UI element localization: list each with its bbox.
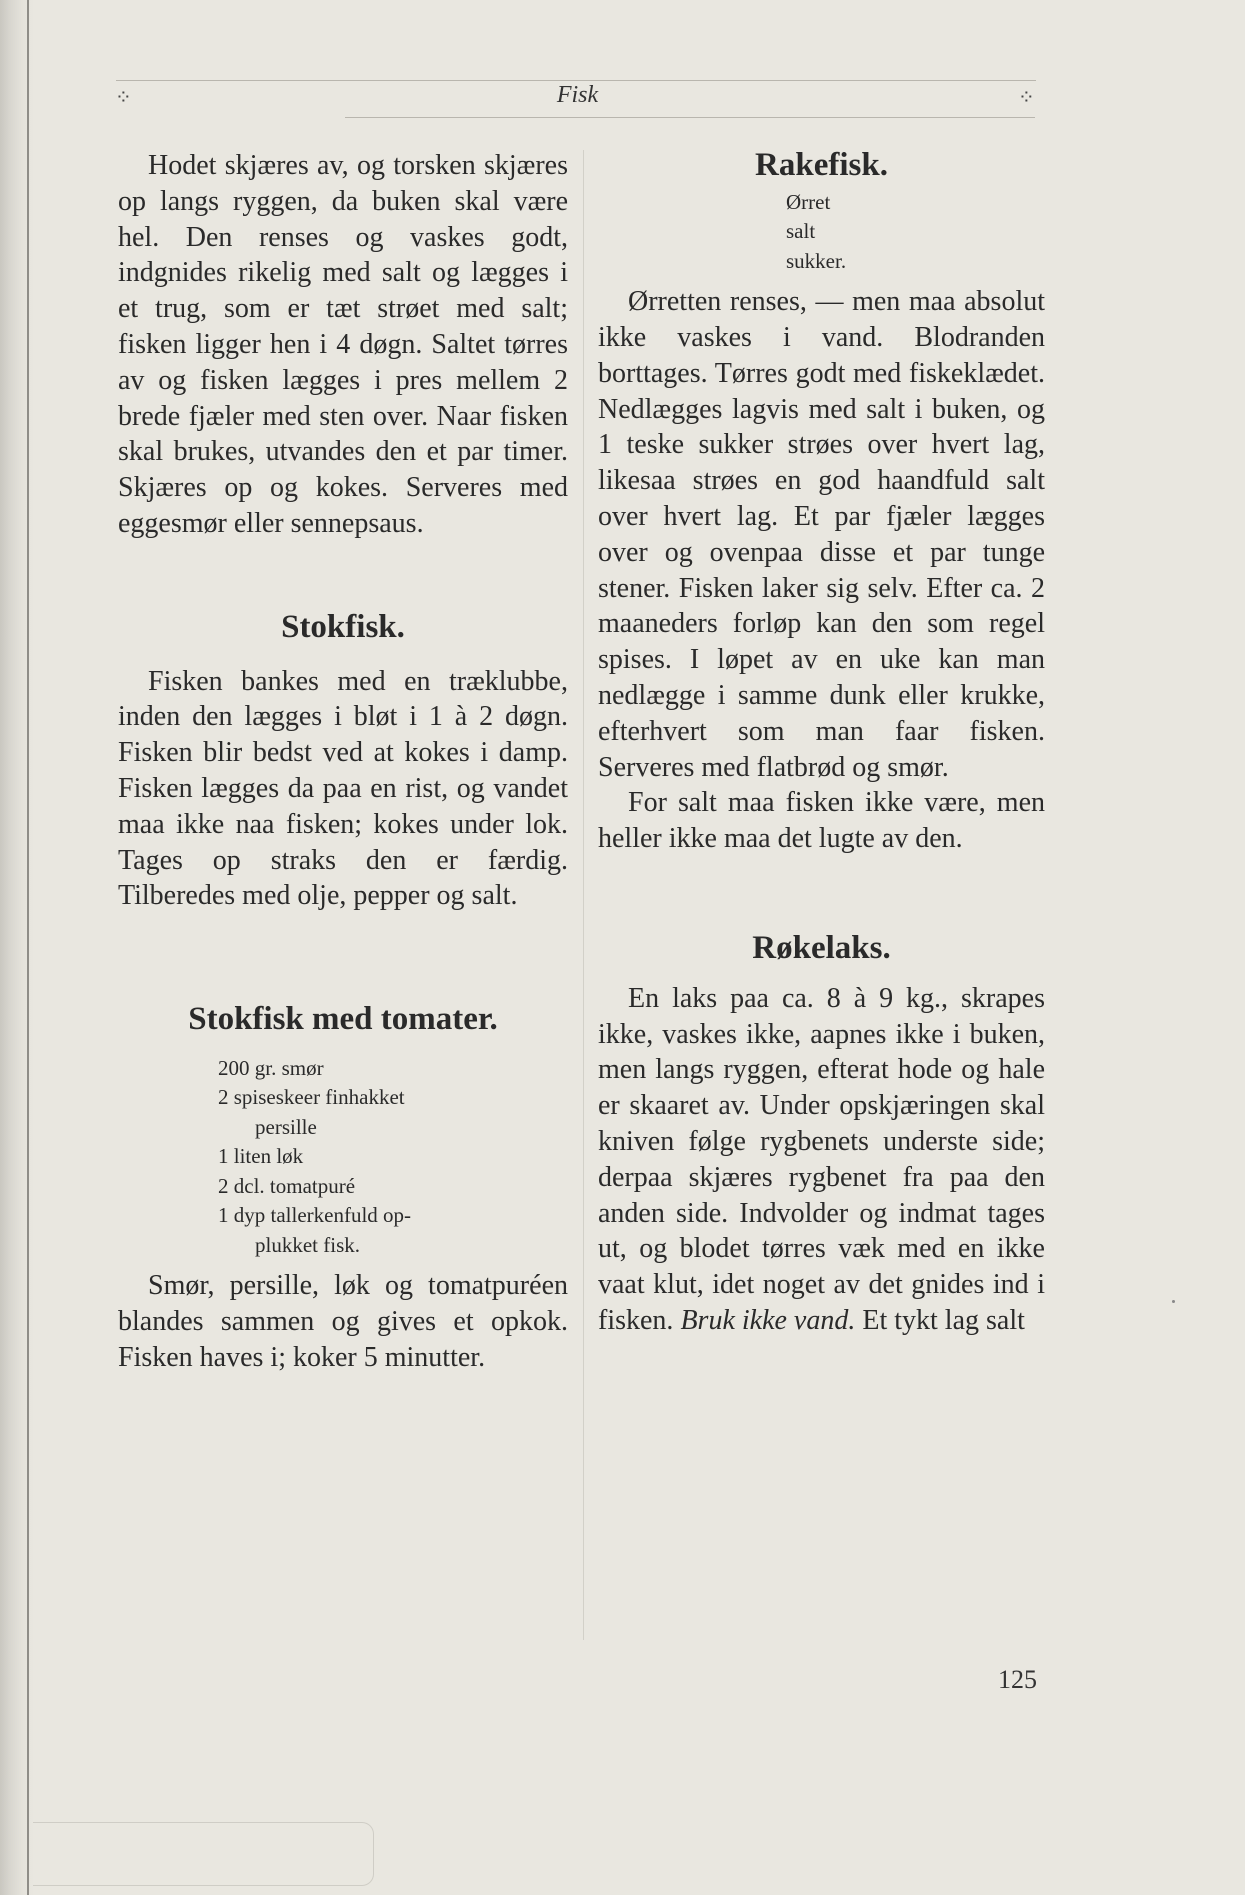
- ingredient-item: 1 dyp tallerkenfuld op- plukket fisk.: [218, 1203, 412, 1257]
- ornament-left-icon: ⁘: [115, 85, 132, 109]
- running-title: Fisk: [556, 82, 599, 108]
- stokfisk-text: Fisken bankes med en træklubbe, inden den lægges i bløt i 1 à 2 døgn. Fisken blir bedst ved at kokes i damp. Fisken lægges da paa en rist, og vandet maa ikke naa fisken; kokes under lok. Tages op straks den er færdig. Tilberedes med olje, pepper og salt.: [118, 665, 568, 912]
- heading-stokfisk-tomater: Stokfisk med tomater.: [188, 1001, 498, 1038]
- heading-stokfisk: Stokfisk.: [281, 608, 405, 645]
- ingredient-item: 1 liten løk: [218, 1144, 304, 1169]
- rokelaks-text: En laks paa ca. 8 à 9 kg., skrapes ikke, vaskes ikke, aapnes ikke i buken, men langs ryggen, efterat hode og hale er skaaret av. Under opskjæringen skal kniven følge rygbenets underste side; derpaa skjæres rygbenet fra paa den anden side. Indvolder og indmat tages ut, og blodet tørres væk med en ikke vaat klut, idet noget av det gnides ind i fisken. Bruk ikke vand. Et tykt lag salt: [598, 982, 1045, 1337]
- right-column: [598, 148, 1045, 1339]
- page-crease: [33, 1822, 374, 1886]
- heading-rokelaks: Røkelaks.: [752, 930, 891, 967]
- header-rule-top: [116, 80, 1036, 81]
- ingredient-list: [118, 1054, 568, 1261]
- heading-rakefisk: Rakefisk.: [755, 147, 888, 183]
- binding-edge-line: [27, 0, 29, 1895]
- page-number: 125: [998, 1665, 1037, 1694]
- ingredient-item: Ørret: [786, 189, 831, 214]
- ingredient-item: sukker.: [786, 248, 847, 273]
- ingredient-item: 200 gr. smør: [218, 1055, 324, 1080]
- rakefisk-text-2: For salt maa fisken ikke være, men heller ikke maa det lugte av den.: [598, 787, 1045, 855]
- ingredient-item: 2 spiseskeer finhakket persille: [218, 1085, 405, 1139]
- header-rule-bottom: [345, 117, 1035, 118]
- speck: [1172, 1300, 1175, 1303]
- ingredient-item: salt: [786, 219, 816, 244]
- emphasis-text: Bruk ikke vand.: [680, 1305, 856, 1337]
- intro-paragraph: Hodet skjæres av, og torsken skjæres op langs ryggen, da buken skal være hel. Den renses og vaskes godt, indgnides rikelig med salt og lægges i et trug, som er tæt strøet med salt; fisken ligger hen i 4 døgn. Saltet tørres av og fisken lægges i pres mellem 2 brede fjæler med sten over. Naar fisken skal brukes, utvandes den et par timer. Skjæres op og kokes. Serveres med eggesmør eller sennepsaus.: [118, 150, 568, 539]
- ornament-right-icon: ⁘: [1018, 85, 1035, 109]
- column-divider: [583, 150, 584, 1640]
- rakefisk-ingredients: [598, 188, 1045, 277]
- rakefisk-text-1: Ørretten renses, — men maa absolut ikke vaskes i vand. Blodranden borttages. Tørres godt med fiskeklædet. Nedlægges lagvis med salt i buken, og 1 teske sukker strøes over hvert lag, likesaa strøes en god haandfuld salt over hvert lag. Et par fjæler lægges over og ovenpaa disse et par tunge stener. Fisken laker sig selv. Efter ca. 2 maaneders forløp kan den som regel spises. I løpet av en uke kan man nedlægge i samme dunk eller krukke, efterhvert som man faar fisken. Serveres med flatbrød og smør.: [598, 286, 1045, 783]
- ingredient-item: 2 dcl. tomatpuré: [218, 1173, 356, 1198]
- stokfisk-tomater-text: Smør, persille, løk og tomatpuréen blandes sammen og gives et opkok. Fisken haves i; koker 5 minutter.: [118, 1270, 568, 1374]
- left-column: [118, 148, 568, 1376]
